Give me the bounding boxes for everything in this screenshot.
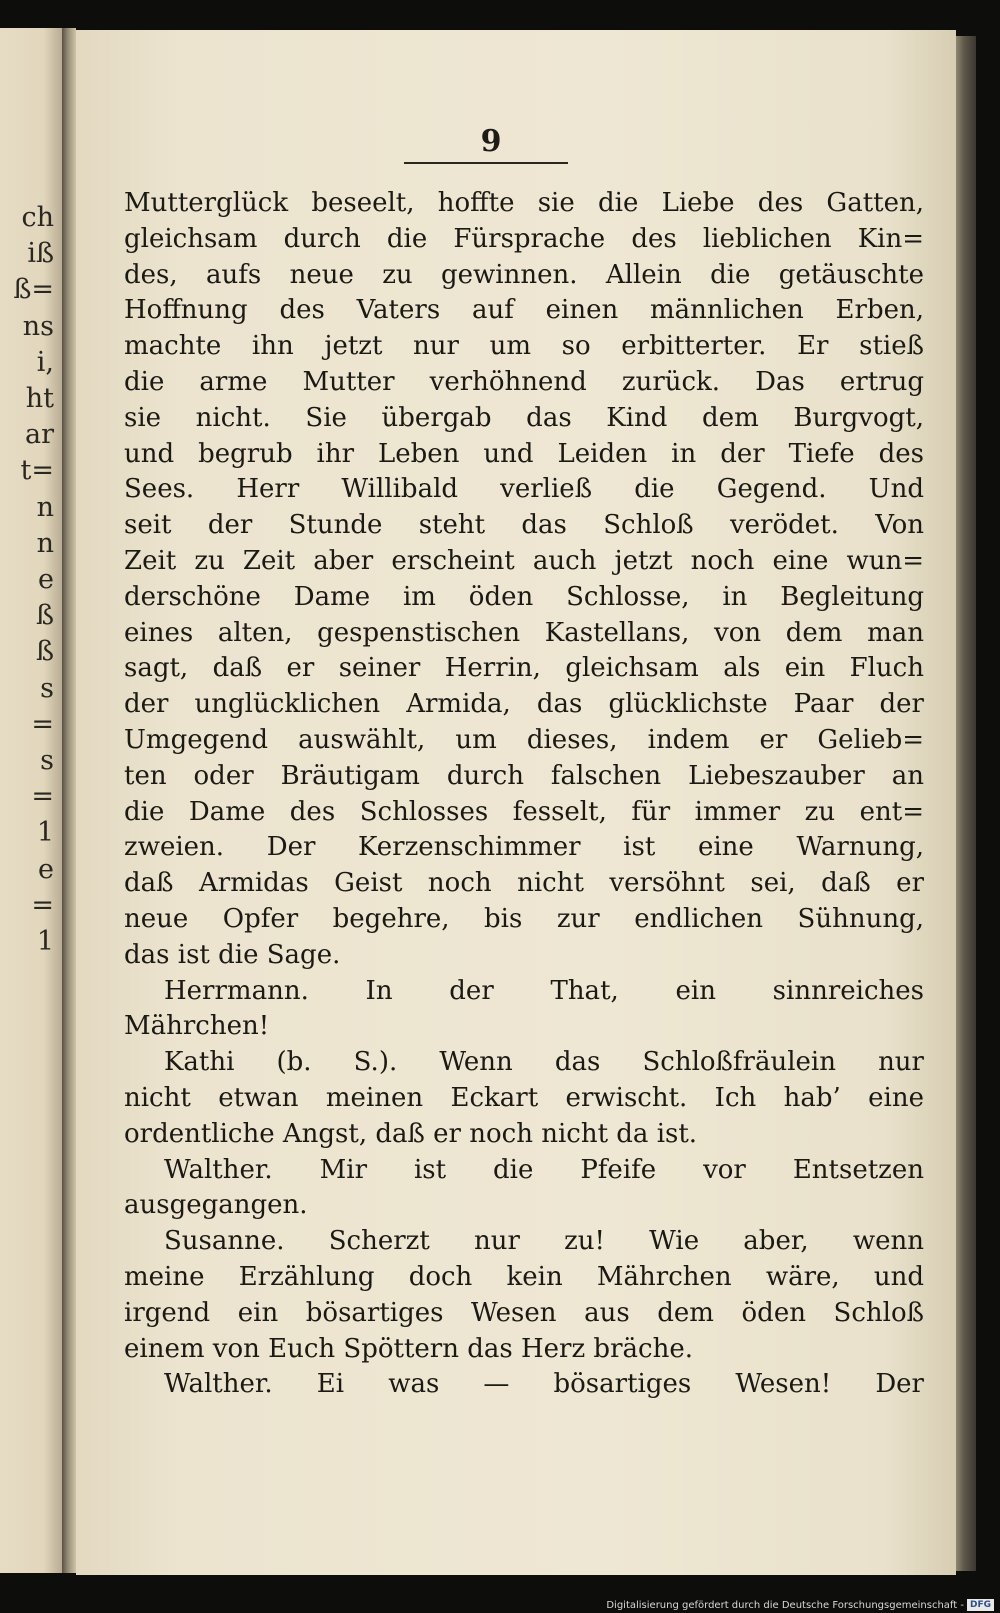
previous-page-text-fragment: ß: [35, 600, 54, 632]
previous-page-text-fragment: ch: [21, 202, 54, 233]
page-number: 9: [480, 124, 502, 159]
page-stack-edge: [956, 36, 976, 1571]
previous-page-text-fragment: ß: [35, 636, 54, 668]
text-line: daß Armidas Geist noch nicht versöhnt sei, daß er: [124, 868, 924, 899]
text-line: irgend ein bösartiges Wesen aus dem öden Schloß: [124, 1297, 924, 1328]
previous-page-text-fragment: 1: [36, 926, 54, 957]
text-line: Walther. Mir ist die Pfeife vor Entsetzen: [164, 1154, 924, 1185]
text-line: zweien. Der Kerzenschimmer ist eine Warnung,: [124, 832, 924, 863]
previous-page-text-fragment: e: [38, 564, 54, 595]
text-line: und begrub ihr Leben und Leiden in der Tiefe des: [124, 438, 924, 469]
text-line: Zeit zu Zeit aber erscheint auch jetzt noch eine wun=: [124, 545, 924, 576]
previous-page-text-fragment: 1: [36, 817, 54, 849]
digitization-credit: [606, 1599, 994, 1611]
text-line: Herrmann. In der That, ein sinnreiches: [164, 975, 924, 1006]
dfg-logo: DFG: [967, 1599, 994, 1611]
text-line: sagt, daß er seiner Herrin, gleichsam als ein Fluch: [124, 653, 924, 684]
previous-page-text-fragment: s: [40, 672, 54, 704]
text-line: Umgegend auswählt, um dieses, indem er Gelieb=: [124, 724, 924, 755]
text-line: die Dame des Schlosses fesselt, für immer zu ent=: [124, 796, 924, 827]
previous-page-text-fragment: i,: [36, 346, 54, 378]
text-line: ausgegangen.: [124, 1190, 308, 1221]
text-line: machte ihn jetzt nur um so erbitterter. Er stieß: [124, 331, 924, 362]
previous-page-text-fragment: n: [36, 491, 54, 523]
previous-page-text-fragment: s: [40, 745, 54, 776]
text-line: seit der Stunde steht das Schloß verödet. Von: [124, 510, 924, 541]
text-line: ordentliche Angst, daß er noch nicht da ist.: [124, 1118, 698, 1149]
text-line: einem von Euch Spöttern das Herz bräche.: [124, 1333, 693, 1364]
previous-page-text-fragment: =: [31, 708, 54, 740]
text-line: eines alten, gespenstischen Kastellans, von dem man: [124, 617, 924, 648]
text-line: meine Erzählung doch kein Mährchen wäre, und: [124, 1261, 924, 1292]
text-line: Walther. Ei was — bösartiges Wesen! Der: [164, 1369, 924, 1400]
text-line: gleichsam durch die Fürsprache des lieblichen Kin=: [124, 223, 924, 254]
book-gutter: [62, 28, 76, 1573]
previous-page-text-fragment: ns: [22, 310, 54, 342]
header-rule: [404, 162, 568, 164]
text-line: Hoffnung des Vaters auf einen männlichen Erben,: [124, 295, 924, 326]
previous-page-text-fragment: ht: [25, 383, 54, 414]
page-body-text: [124, 186, 924, 1403]
previous-page-edge: [0, 28, 62, 1573]
text-line: Mährchen!: [124, 1011, 270, 1042]
text-line: Mutterglück beseelt, hoffte sie die Liebe des Gatten,: [124, 188, 924, 218]
text-line: das ist die Sage.: [124, 939, 341, 970]
previous-page-text-fragment: ar: [24, 419, 54, 451]
previous-page-text-fragment: ß=: [13, 274, 54, 306]
previous-page-text-fragment: =: [31, 781, 54, 813]
text-line: der unglücklichen Armida, das glücklichste Paar der: [124, 689, 924, 720]
text-line: sie nicht. Sie übergab das Kind dem Burgvogt,: [124, 402, 924, 433]
text-line: Kathi (b. S.). Wenn das Schloßfräulein nur: [164, 1047, 924, 1078]
text-line: Susanne. Scherzt nur zu! Wie aber, wenn: [164, 1226, 924, 1257]
credit-text: Digitalisierung gefördert durch die Deutsche Forschungsgemeinschaft -: [606, 1600, 964, 1611]
previous-page-text-fragment: iß: [27, 238, 54, 270]
previous-page-text-fragment: e: [38, 853, 54, 885]
previous-page-text-fragment: =: [31, 889, 54, 921]
text-line: nicht etwan meinen Eckart erwischt. Ich hab’ eine: [124, 1082, 924, 1113]
text-line: die arme Mutter verhöhnend zurück. Das ertrug: [124, 366, 924, 397]
text-line: ten oder Bräutigam durch falschen Liebeszauber an: [124, 760, 924, 791]
text-line: Sees. Herr Willibald verließ die Gegend. Und: [124, 474, 924, 505]
text-line: neue Opfer begehre, bis zur endlichen Sühnung,: [124, 903, 924, 934]
book-page: [76, 30, 956, 1575]
previous-page-text-fragment: t=: [20, 455, 54, 487]
text-line: derschöne Dame im öden Schlosse, in Begleitung: [124, 581, 924, 612]
previous-page-text-fragment: n: [36, 527, 54, 559]
text-line: des, aufs neue zu gewinnen. Allein die getäuschte: [124, 259, 924, 290]
